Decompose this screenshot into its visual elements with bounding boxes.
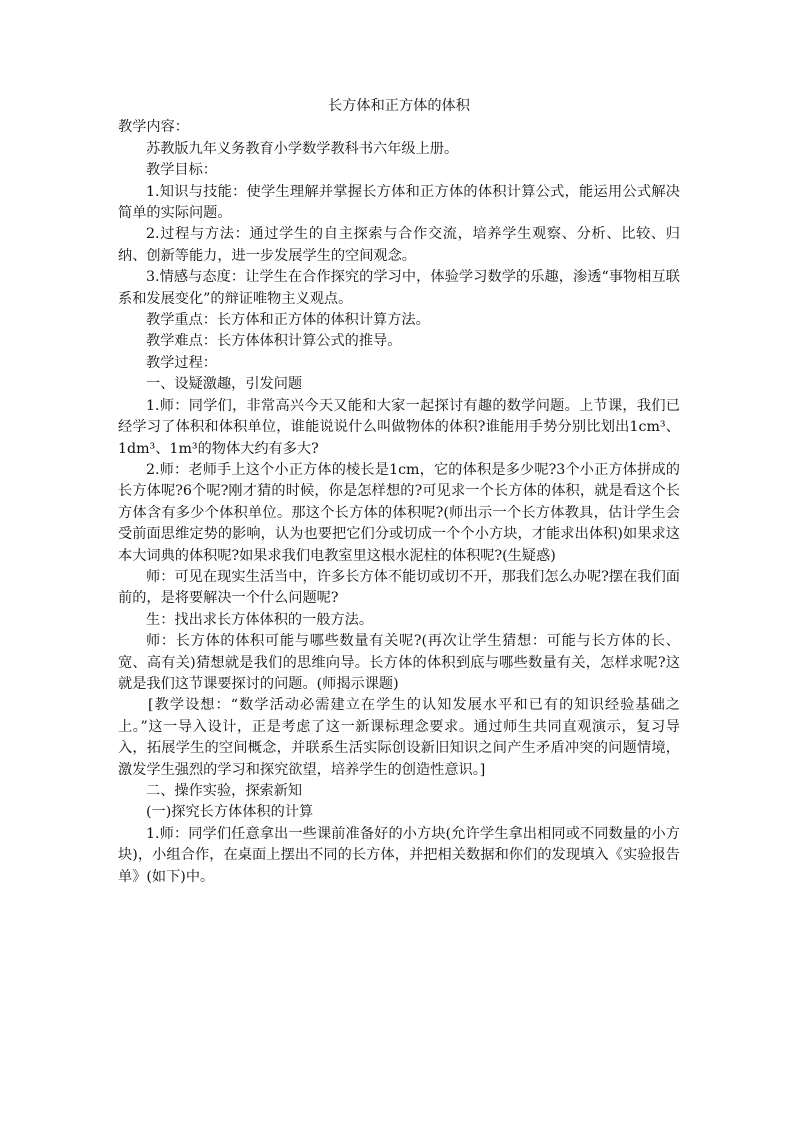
section-label-process: 教学过程： [146, 354, 217, 371]
paragraph-key-point: 教学重点：长方体和正方体的体积计算方法。 [146, 312, 430, 329]
heading-part-two: 二、操作实验，探索新知 [146, 783, 303, 799]
heading-part-one: 一、设疑激趣，引发问题 [146, 376, 303, 393]
paragraph-experiment: 1.师：同学们任意拿出一些课前准备好的小方块(允许学生拿出相同或不同数量的小方块)，小组合作，在桌面上摆出不同的长方体，并把相关数据和你们的发现填入《实验报告单》(如下)中。 [118, 825, 680, 885]
document-title: 长方体和正方体的体积 [328, 98, 470, 114]
paragraph-step-1: 1.师：同学们，非常高兴今天又能和大家一起探讨有趣的数学问题。上节课，我们已经学习了体积和体积单位，谁能说说什么叫做物体的体积?谁能用手势分别比划出1cm³、1dm³、1m³的物体大约有多大? [118, 397, 680, 457]
heading-subpart-one: (一)探究长方体体积的计算 [146, 804, 314, 821]
document-page [118, 96, 680, 888]
paragraph-difficulty: 教学难点：长方体体积计算公式的推导。 [146, 333, 402, 350]
paragraph-goal-knowledge: 1.知识与技能：使学生理解并掌握长方体和正方体的体积计算公式，能运用公式解决简单的实际问题。 [118, 183, 680, 222]
paragraph-student-1: 生：找出求长方体体积的一般方法。 [146, 611, 374, 628]
section-label-goals: 教学目标： [146, 162, 217, 179]
paragraph-goal-process: 2.过程与方法：通过学生的自主探索与合作交流，培养学生观察、分析、比较、归纳、创新等能力，进一步发展学生的空间观念。 [118, 226, 680, 264]
paragraph-goal-attitude: 3.情感与态度：让学生在合作探究的学习中，体验学习数学的乐趣，渗透“事物相互联系和发展变化”的辩证唯物主义观点。 [118, 269, 680, 307]
paragraph-design-note: [教学设想：“数学活动必需建立在学生的认知发展水平和已有的知识经验基础之上。”这一导入设计，正是考虑了这一新课标理念要求。通过师生共同直观演示，复习导入，拓展学生的空间概念，并联系生活实际创设新旧知识之间产生矛盾冲突的问题情境，激发学生强烈的学习和探究欲望，培养学生的创造性意识。] [118, 697, 680, 778]
paragraph-step-2: 2.师：老师手上这个小正方体的棱长是1cm，它的体积是多少呢?3个小正方体拼成的长方体呢?6个呢?刚才猜的时候，你是怎样想的?可见求一个长方体的体积，就是看这个长方体含有多少个体积单位。那这个长方体的体积呢?(师出示一个长方体教具，估计学生会受前面思维定势的影响，认为也要把它们分或切成一个个小方块，才能求出体积)如果求这本大词典的体积呢?如果求我们电教室里这根水泥柱的体积呢?(生疑惑) [118, 461, 680, 564]
section-label-content: 教学内容： [118, 119, 189, 136]
paragraph-teacher-2: 师：长方体的体积可能与哪些数量有关呢?(再次让学生猜想：可能与长方体的长、宽、高有关)猜想就是我们的思维向导。长方体的体积到底与哪些数量有关，怎样求呢?这就是我们这节课要探讨的问题。(师揭示课题) [118, 633, 680, 692]
paragraph-textbook: 苏教版九年义务教育小学数学教科书六年级上册。 [146, 140, 459, 157]
paragraph-teacher-1: 师：可见在现实生活当中，许多长方体不能切或切不开，那我们怎么办呢?摆在我们面前的，是将要解决一个什么问题呢? [118, 568, 680, 607]
